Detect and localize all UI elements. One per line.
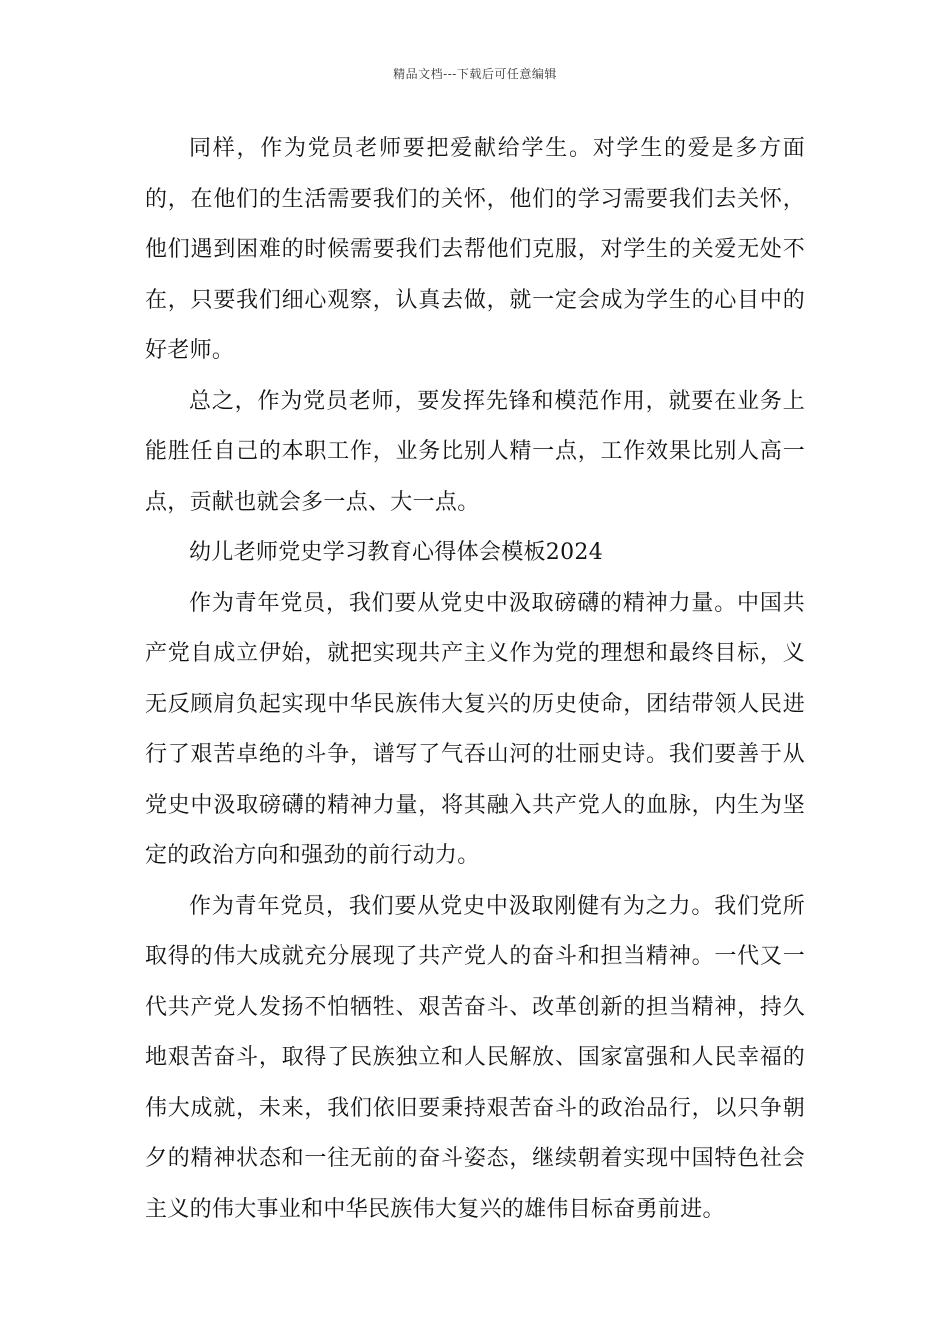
- page-header: 精品文档---下载后可任意编辑: [393, 67, 557, 81]
- document-body: [145, 124, 805, 1235]
- paragraph-love-for-students: 同样，作为党员老师要把爱献给学生。对学生的爱是多方面的，在他们的生活需要我们的关怀，他们的学习需要我们去关怀，他们遇到困难的时候需要我们去帮他们克服，对学生的关爱无处不在，只要我们细心观察，认真去做，就一定会成为学生的心目中的好老师。: [145, 136, 805, 363]
- paragraph-spiritual-strength: 作为青年党员，我们要从党史中汲取磅礴的精神力量。中国共产党自成立伊始，就把实现共产主义作为党的理想和最终目标，义无反顾肩负起实现中华民族伟大复兴的历史使命，团结带领人民进行了艰苦卓绝的斗争，谱写了气吞山河的壮丽史诗。我们要善于从党史中汲取磅礴的精神力量，将其融入共产党人的血脉，内生为坚定的政治方向和强劲的前行动力。: [145, 590, 805, 868]
- paragraph-vigorous-action: 作为青年党员，我们要从党史中汲取刚健有为之力。我们党所取得的伟大成就充分展现了共产党人的奋斗和担当精神。一代又一代共产党人发扬不怕牺牲、艰苦奋斗、改革创新的担当精神，持久地艰苦奋斗，取得了民族独立和人民解放、国家富强和人民幸福的伟大成就，未来，我们依旧要秉持艰苦奋斗的政治品行，以只争朝夕的精神状态和一往无前的奋斗姿态，继续朝着实现中国特色社会主义的伟大事业和中华民族伟大复兴的雄伟目标奋勇前进。: [145, 893, 805, 1222]
- section-title: 幼儿老师党史学习教育心得体会模板2024: [189, 540, 603, 565]
- paragraph-conclusion: 总之，作为党员老师，要发挥先锋和模范作用，就要在业务上能胜任自己的本职工作，业务比别人精一点，工作效果比别人高一点，贡献也就会多一点、大一点。: [145, 388, 805, 515]
